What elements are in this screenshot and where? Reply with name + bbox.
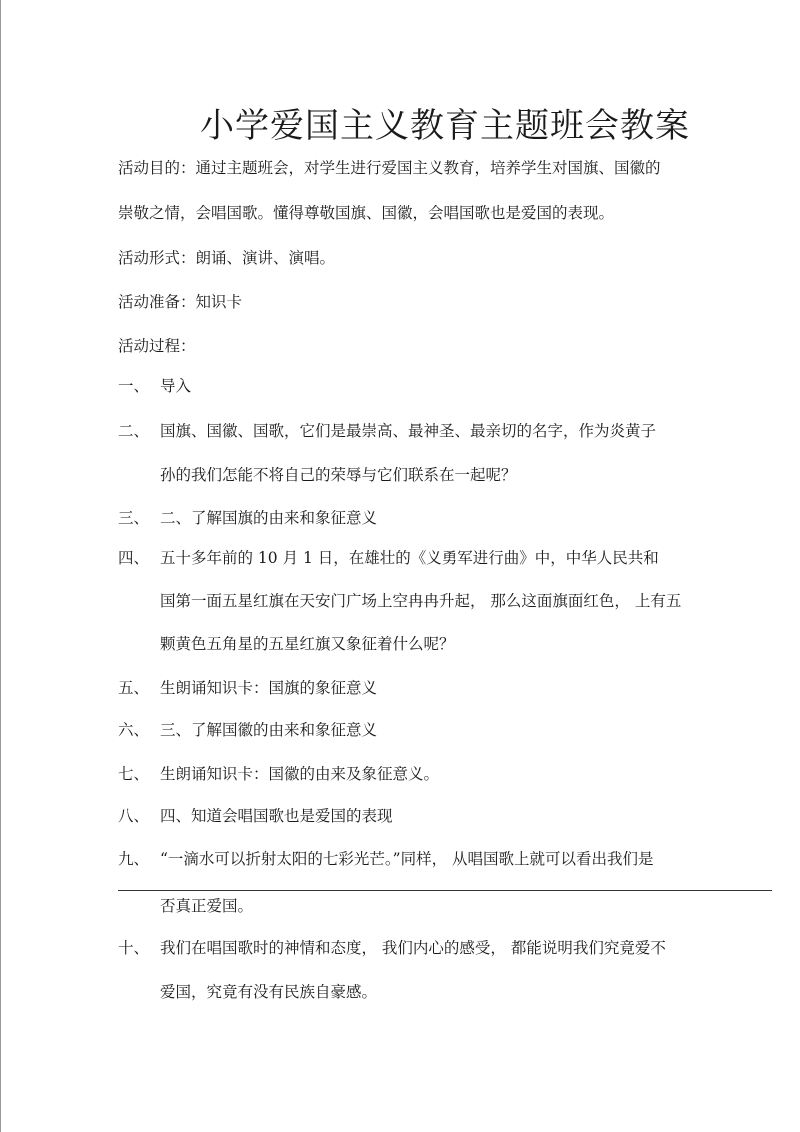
item-text: 生朗诵知识卡：国徽的由来及象征意义。 bbox=[160, 765, 440, 783]
horizontal-rule bbox=[118, 890, 772, 891]
purpose-line-1: 活动目的：通过主题班会，对学生进行爱国主义教育，培养学生对国旗、国徽的 bbox=[118, 159, 661, 177]
activity-process: 活动过程： bbox=[118, 337, 196, 355]
item-number: 二、 bbox=[118, 422, 150, 440]
item-text-continued: 颗黄色五角星的五星红旗又象征着什么呢？ bbox=[160, 635, 455, 653]
purpose-line-2: 崇敬之情，会唱国歌。懂得尊敬国旗、国徽，会唱国歌也是爱国的表现。 bbox=[118, 204, 615, 222]
item-number: 九、 bbox=[118, 850, 150, 868]
item-text: 国旗、国徽、国歌，它们是最崇高、最神圣、最亲切的名字，作为炎黄子 bbox=[160, 422, 657, 440]
item-text: “一滴水可以折射太阳的七彩光芒。”同样， 从唱国歌上就可以看出我们是 bbox=[160, 850, 654, 868]
page-left-border bbox=[0, 0, 1, 1132]
activity-form: 活动形式：朗诵、演讲、演唱。 bbox=[118, 249, 336, 267]
item-text: 导入 bbox=[160, 377, 192, 395]
item-number: 五、 bbox=[118, 679, 150, 697]
item-text-continued: 国第一面五星红旗在天安门广场上空冉冉升起， 那么这面旗面红色， 上有五 bbox=[160, 592, 682, 610]
item-number: 六、 bbox=[118, 721, 150, 739]
item-text: 五十多年前的 10 月 1 日，在雄壮的《义勇军进行曲》中，中华人民共和 bbox=[160, 549, 659, 567]
item-number: 一、 bbox=[118, 377, 150, 395]
item-text-continued: 爱国，究竟有没有民族自豪感。 bbox=[160, 983, 378, 1001]
item-text: 三、了解国徽的由来和象征意义 bbox=[160, 721, 378, 739]
item-number: 三、 bbox=[118, 509, 150, 527]
item-number: 七、 bbox=[118, 765, 150, 783]
item-number: 八、 bbox=[118, 807, 150, 825]
document-title: 小学爱国主义教育主题班会教案 bbox=[200, 106, 690, 146]
item-text-continued: 孙的我们怎能不将自己的荣辱与它们联系在一起呢？ bbox=[160, 466, 517, 484]
activity-prep: 活动准备：知识卡 bbox=[118, 293, 243, 311]
item-text: 四、知道会唱国歌也是爱国的表现 bbox=[160, 807, 393, 825]
item-number: 十、 bbox=[118, 939, 150, 957]
item-number: 四、 bbox=[118, 549, 150, 567]
item-text: 生朗诵知识卡：国旗的象征意义 bbox=[160, 679, 378, 697]
item-text: 二、了解国旗的由来和象征意义 bbox=[160, 509, 378, 527]
item-text-continued: 否真正爱国。 bbox=[160, 897, 254, 915]
item-text: 我们在唱国歌时的神情和态度， 我们内心的感受， 都能说明我们究竟爱不 bbox=[160, 939, 666, 957]
